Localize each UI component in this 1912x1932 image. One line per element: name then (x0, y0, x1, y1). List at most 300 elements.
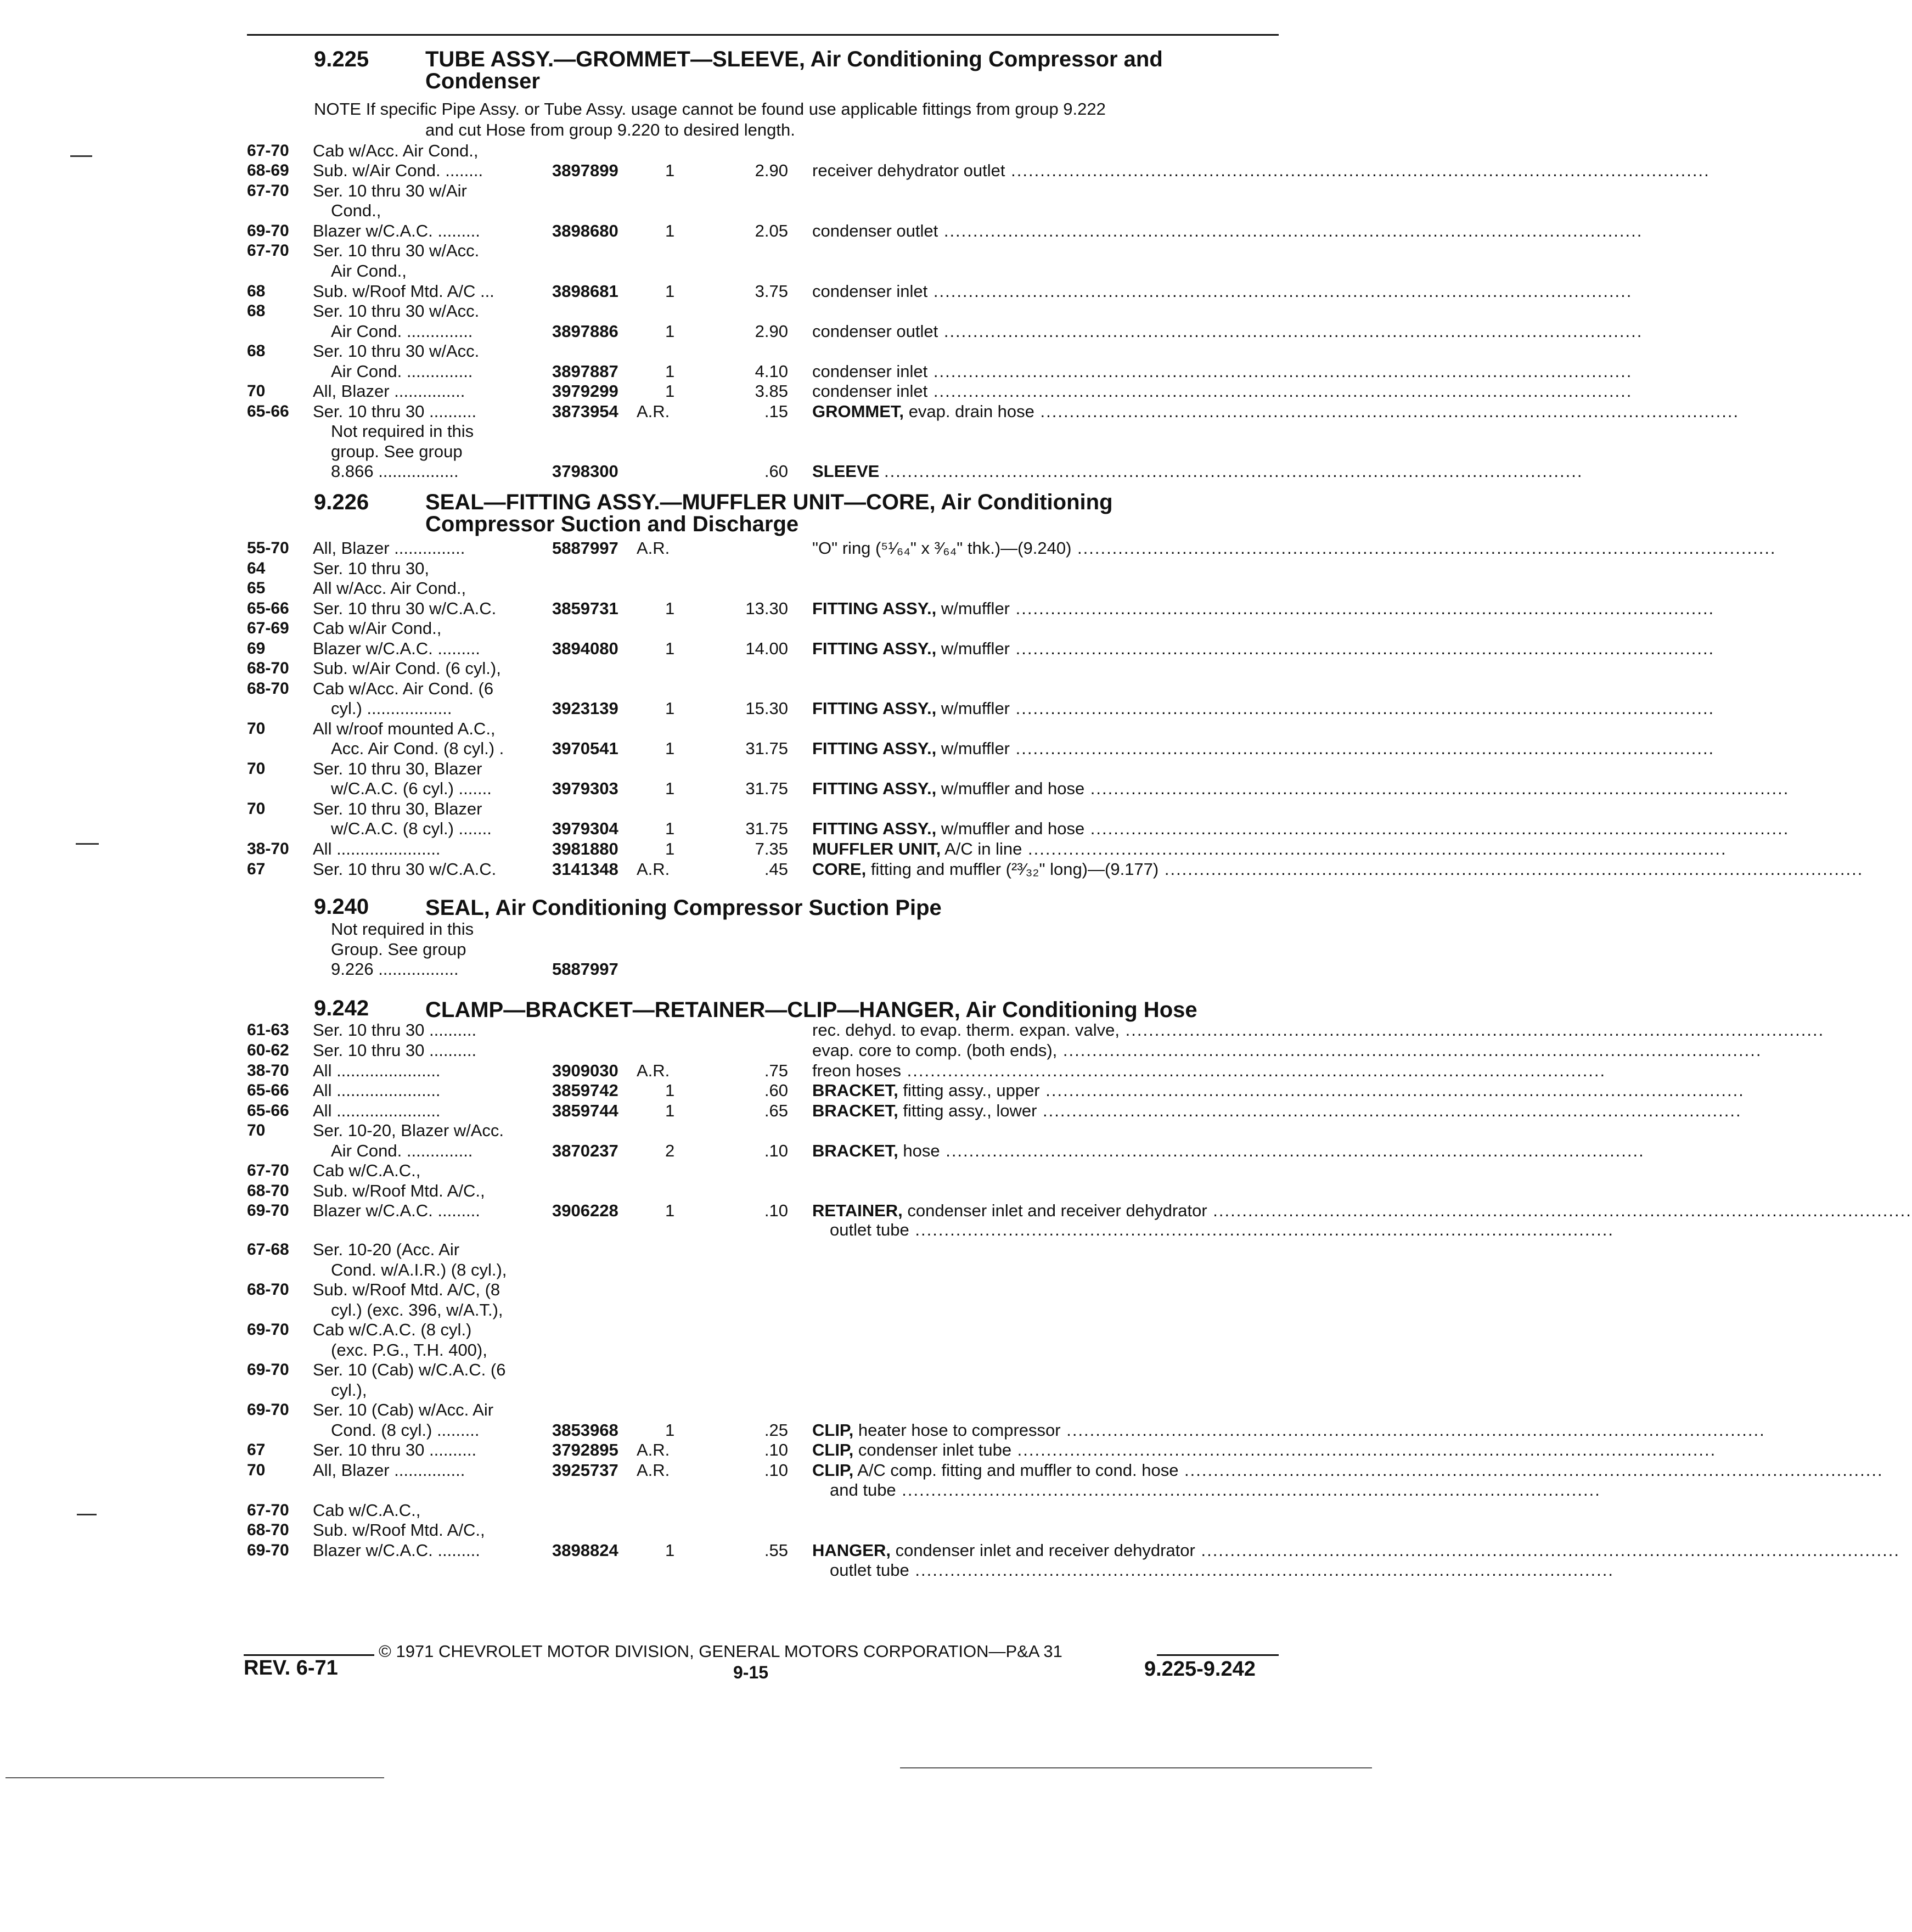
application-desc: Cab w/Acc. Air Cond. (6 (313, 679, 494, 698)
list-price: 2.05 (755, 221, 788, 240)
list-price: 13.30 (745, 599, 788, 618)
part-number: 3970541 (552, 739, 618, 758)
model-years: 67-70 (247, 142, 289, 160)
application-desc: Blazer w/C.A.C. ......... (313, 1201, 480, 1220)
part-detail: condenser inlet and receiver dehydrator (907, 1201, 1207, 1220)
bottom-rule-left (5, 1777, 384, 1778)
table-row (0, 1500, 1387, 1521)
table-row (0, 778, 1790, 799)
application-desc: 9.226 ................. (331, 959, 459, 979)
table-row (0, 558, 1387, 579)
section-number: 9.240 (314, 895, 369, 919)
quantity: 1 (665, 819, 675, 838)
part-detail: w/muffler (941, 699, 1010, 718)
part-detail: fitting assy., upper (903, 1081, 1040, 1100)
part-description (812, 598, 1715, 619)
part-number: 3923139 (552, 699, 618, 718)
application-desc: Air Cond. .............. (331, 1141, 473, 1160)
application-desc: All ...................... (313, 839, 441, 858)
table-row (0, 1480, 1601, 1501)
table-row (0, 1120, 1387, 1141)
model-years: 67-68 (247, 1240, 289, 1259)
table-row (0, 1400, 1387, 1420)
footer-rule-right (1157, 1654, 1279, 1656)
application-desc: All ...................... (313, 1101, 441, 1120)
table-row (0, 1060, 1606, 1081)
dot-leader: ........................................................................................................................ (1010, 639, 1715, 658)
part-number: 3898681 (552, 282, 618, 301)
application-desc: All w/Acc. Air Cond., (313, 579, 466, 598)
part-number: 3870237 (552, 1141, 618, 1160)
application-desc: Ser. 10 thru 30 w/Acc. (313, 341, 480, 361)
part-detail: w/muffler and hose (941, 819, 1085, 838)
table-row (0, 1040, 1762, 1061)
application-desc: Ser. 10 thru 30 .......... (313, 1020, 477, 1040)
model-years: 38-70 (247, 840, 289, 858)
table-row (0, 1340, 1387, 1361)
model-years: 70 (247, 760, 266, 778)
list-price: .60 (764, 1081, 788, 1100)
part-description (812, 778, 1790, 799)
part-description (812, 698, 1715, 719)
application-desc: Sub. w/Roof Mtd. A/C ... (313, 282, 494, 301)
part-description-cont (830, 1480, 1601, 1501)
table-row (0, 160, 1710, 181)
part-name: CLIP, (812, 1461, 854, 1480)
application-desc: Ser. 10 thru 30 w/Air (313, 181, 467, 200)
application-desc: Ser. 10 thru 30 w/C.A.C. (313, 599, 497, 618)
model-years: 67-70 (247, 1501, 289, 1519)
table-row (0, 1300, 1387, 1321)
table-row (0, 839, 1727, 860)
group-range: 9.225-9.242 (1144, 1658, 1256, 1681)
part-number: 3979303 (552, 779, 618, 798)
part-name: CORE, (812, 860, 867, 879)
application-desc: Cond. w/A.I.R.) (8 cyl.), (331, 1260, 507, 1279)
part-name: BRACKET, (812, 1081, 898, 1100)
part-description (812, 1420, 1765, 1441)
part-detail: condenser inlet (812, 282, 928, 301)
model-years: 69-70 (247, 1321, 289, 1339)
application-desc: Blazer w/C.A.C. ......... (313, 1541, 480, 1560)
dot-leader: ........................................................................................................................ (909, 1220, 1614, 1239)
model-years: 67 (247, 860, 266, 878)
application-desc: Ser. 10 thru 30 w/Acc. (313, 301, 480, 321)
dot-leader: ........................................................................................................................ (1120, 1020, 1825, 1040)
table-row (0, 1141, 1645, 1161)
table-row (0, 1380, 1387, 1401)
model-years: 60-62 (247, 1041, 289, 1059)
part-detail: heater hose to compressor (858, 1420, 1061, 1440)
application-desc: All, Blazer ............... (313, 1461, 465, 1480)
application-desc: cyl.), (331, 1380, 367, 1400)
table-row (0, 1181, 1387, 1201)
table-row (0, 441, 1387, 462)
application-desc: Air Cond. .............. (331, 322, 473, 341)
application-desc: Air Cond. .............. (331, 362, 473, 381)
part-number: 3906228 (552, 1201, 618, 1220)
quantity: 1 (665, 599, 675, 618)
list-price: 2.90 (755, 322, 788, 341)
application-desc: Ser. 10 thru 30, (313, 559, 429, 578)
table-row (0, 818, 1790, 839)
quantity: 1 (665, 161, 675, 180)
list-price: 31.75 (745, 779, 788, 798)
model-years: 69-70 (247, 222, 289, 240)
dot-leader: ........................................................................................................................ (1060, 1420, 1765, 1440)
part-name: FITTING ASSY., (812, 599, 937, 618)
application-desc: All, Blazer ............... (313, 381, 465, 401)
section-number: 9.242 (314, 996, 369, 1020)
model-years: 64 (247, 559, 266, 577)
section-title: SEAL—FITTING ASSY.—MUFFLER UNIT—CORE, Air Conditioning Compressor Suction and Discharge (425, 490, 1113, 536)
part-number: 3141348 (552, 860, 618, 879)
part-name: FITTING ASSY., (812, 699, 937, 718)
application-desc: Ser. 10 thru 30, Blazer (313, 799, 482, 818)
table-row (0, 919, 1387, 940)
part-detail: hose (903, 1141, 940, 1160)
part-detail: A/C in line (944, 839, 1022, 858)
part-description (812, 321, 1643, 342)
application-desc: cyl.) .................. (331, 699, 452, 718)
part-name: SLEEVE (812, 462, 880, 481)
application-desc: Ser. 10-20 (Acc. Air (313, 1240, 460, 1259)
table-row (0, 1440, 1717, 1461)
part-description (812, 1100, 1742, 1121)
application-desc: Cab w/C.A.C. (8 cyl.) (313, 1320, 472, 1339)
footer-rule-left (244, 1654, 374, 1656)
part-number: 3898680 (552, 221, 618, 240)
part-detail: outlet tube (830, 1220, 909, 1239)
list-price: .45 (764, 860, 788, 879)
application-desc: w/C.A.C. (6 cyl.) ....... (331, 779, 492, 798)
part-name: FITTING ASSY., (812, 819, 937, 838)
application-desc: Group. See group (331, 940, 466, 959)
part-name: BRACKET, (812, 1141, 898, 1160)
dot-leader: ........................................................................................................................ (1005, 161, 1710, 180)
quantity: 1 (665, 699, 675, 718)
table-row (0, 678, 1387, 699)
model-years: 61-63 (247, 1021, 289, 1039)
part-description (812, 1540, 1900, 1561)
top-rule (247, 34, 1279, 36)
part-name: HANGER, (812, 1541, 891, 1560)
part-detail: w/muffler (941, 599, 1010, 618)
part-number: 3909030 (552, 1061, 618, 1080)
quantity: 1 (665, 839, 675, 858)
list-price: 3.85 (755, 381, 788, 401)
part-name: RETAINER, (812, 1201, 903, 1220)
quantity: 1 (665, 362, 675, 381)
part-detail: outlet tube (830, 1560, 909, 1580)
dot-leader: ........................................................................................................................ (1022, 839, 1727, 858)
table-row (0, 799, 1387, 819)
table-row (0, 1460, 1883, 1481)
model-years: 67-70 (247, 1161, 289, 1180)
section-number: 9.226 (314, 490, 369, 514)
dot-leader: ........................................................................................................................ (1159, 860, 1864, 879)
list-price: .25 (764, 1420, 788, 1440)
table-row (0, 381, 1633, 402)
part-number: 3981880 (552, 839, 618, 858)
table-row (0, 959, 1387, 980)
quantity: 1 (665, 282, 675, 301)
table-row (0, 1279, 1387, 1300)
quantity: 1 (665, 322, 675, 341)
part-number: 3979299 (552, 381, 618, 401)
application-desc: Cab w/Acc. Air Cond., (313, 141, 479, 160)
table-row (0, 141, 1387, 161)
part-detail: receiver dehydrator outlet (812, 161, 1005, 180)
section-note: NOTE If specific Pipe Assy. or Tube Assy. usage cannot be found use applicable fittings from group 9.222 and cut Hose from group 9.220 to desired length. (314, 99, 1106, 139)
quantity: 1 (665, 1420, 675, 1440)
table-row (0, 200, 1387, 221)
model-years: 69-70 (247, 1401, 289, 1419)
part-description (812, 818, 1790, 839)
table-row (0, 240, 1387, 261)
part-name: GROMMET, (812, 402, 904, 421)
model-years: 68 (247, 302, 266, 320)
model-years: 67-69 (247, 619, 289, 637)
list-price: .55 (764, 1541, 788, 1560)
part-description (812, 1141, 1645, 1161)
application-desc: cyl.) (exc. 396, w/A.T.), (331, 1300, 503, 1319)
application-desc: (exc. P.G., T.H. 400), (331, 1340, 487, 1360)
table-row (0, 658, 1387, 679)
quantity: 1 (665, 639, 675, 658)
part-description (812, 1020, 1825, 1041)
table-row (0, 181, 1387, 201)
part-detail: condenser outlet (812, 221, 938, 240)
part-description (812, 638, 1715, 659)
quantity: 1 (665, 221, 675, 240)
list-price: 7.35 (755, 839, 788, 858)
part-number: 3897899 (552, 161, 618, 180)
part-number: 3859744 (552, 1101, 618, 1120)
list-price: .10 (764, 1141, 788, 1160)
application-desc: Cab w/C.A.C., (313, 1501, 421, 1520)
part-number: 3979304 (552, 819, 618, 838)
part-number: 3925737 (552, 1461, 618, 1480)
dot-leader: ........................................................................................................................ (909, 1560, 1614, 1580)
application-desc: Ser. 10 thru 30 .......... (313, 402, 477, 421)
quantity: 1 (665, 381, 675, 401)
table-row (0, 1100, 1742, 1121)
part-description (812, 361, 1633, 382)
part-number: 3894080 (552, 639, 618, 658)
model-years: 38-70 (247, 1062, 289, 1080)
table-row (0, 1560, 1614, 1581)
model-years: 67-70 (247, 182, 289, 200)
list-price: .65 (764, 1101, 788, 1120)
quantity: 1 (665, 739, 675, 758)
part-description (812, 221, 1643, 242)
part-detail: w/muffler (941, 639, 1010, 658)
part-description (812, 281, 1633, 302)
part-description (812, 839, 1727, 860)
part-description (812, 1060, 1606, 1081)
table-row (0, 1020, 1825, 1041)
part-detail: w/muffler (941, 739, 1010, 758)
table-row (0, 261, 1387, 282)
part-name: CLIP, (812, 1420, 854, 1440)
dot-leader: ........................................................................................................................ (1039, 1081, 1745, 1100)
table-row (0, 718, 1387, 739)
part-description-cont (830, 1560, 1614, 1581)
application-desc: Sub. w/Air Cond. (6 cyl.), (313, 659, 501, 678)
application-desc: All w/roof mounted A.C., (313, 719, 496, 738)
quantity: 2 (665, 1141, 675, 1160)
part-number: 3859742 (552, 1081, 618, 1100)
application-desc: Ser. 10 (Cab) w/C.A.C. (6 (313, 1360, 506, 1379)
quantity: A.R. (637, 1440, 670, 1459)
application-desc: Cab w/C.A.C., (313, 1161, 421, 1180)
quantity: A.R. (637, 402, 670, 421)
quantity: A.R. (637, 538, 670, 558)
model-years: 68 (247, 282, 266, 300)
dot-leader: ........................................................................................................................ (1010, 599, 1715, 618)
table-row (0, 1220, 1614, 1240)
table-row (0, 578, 1387, 599)
part-detail: condenser inlet (812, 362, 928, 381)
application-desc: Ser. 10-20, Blazer w/Acc. (313, 1121, 504, 1140)
part-description (812, 538, 1776, 559)
application-desc: Ser. 10 thru 30 .......... (313, 1440, 477, 1459)
application-desc: Acc. Air Cond. (8 cyl.) . (331, 739, 504, 758)
dot-leader: ........................................................................................................................ (938, 221, 1643, 240)
application-desc: All ...................... (313, 1061, 441, 1080)
application-desc: Blazer w/C.A.C. ......... (313, 221, 480, 240)
dot-leader: ........................................................................................................................ (927, 282, 1633, 301)
part-number: 3897887 (552, 362, 618, 381)
part-detail: A/C comp. fitting and muffler to cond. hose (857, 1461, 1179, 1480)
dot-leader: ........................................................................................................................ (938, 322, 1643, 341)
part-description (812, 381, 1633, 402)
part-number: 3897886 (552, 322, 618, 341)
model-years: 65-66 (247, 1081, 289, 1099)
section-title: CLAMP—BRACKET—RETAINER—CLIP—HANGER, Air Conditioning Hose (425, 998, 1197, 1022)
dot-leader: ........................................................................................................................ (1034, 402, 1740, 421)
part-name: MUFFLER UNIT, (812, 839, 941, 858)
application-desc: w/C.A.C. (8 cyl.) ....... (331, 819, 492, 838)
list-price: 4.10 (755, 362, 788, 381)
application-desc: Sub. w/Roof Mtd. A/C., (313, 1181, 485, 1200)
part-number: 3873954 (552, 402, 618, 421)
application-desc: Ser. 10 thru 30 .......... (313, 1041, 477, 1060)
quantity: 1 (665, 1541, 675, 1560)
table-row (0, 939, 1387, 960)
part-detail: condenser inlet and receiver dehydrator (895, 1541, 1195, 1560)
model-years: 69-70 (247, 1541, 289, 1559)
part-detail: evap. drain hose (908, 402, 1034, 421)
list-price: 3.75 (755, 282, 788, 301)
model-years: 69-70 (247, 1201, 289, 1220)
part-number: 3798300 (552, 462, 618, 481)
section-title: TUBE ASSY.—GROMMET—SLEEVE, Air Conditioning Compressor and Condenser (425, 47, 1163, 93)
dot-leader: ........................................................................................................................ (1057, 1041, 1762, 1060)
application-desc: group. See group (331, 442, 463, 461)
list-price: .60 (764, 462, 788, 481)
model-years: 65-66 (247, 599, 289, 617)
application-desc: Sub. w/Roof Mtd. A/C., (313, 1520, 485, 1540)
model-years: 55-70 (247, 539, 289, 557)
part-description (812, 1440, 1717, 1461)
application-desc: Blazer w/C.A.C. ......... (313, 639, 480, 658)
table-row (0, 598, 1715, 619)
table-row (0, 341, 1387, 362)
application-desc: Sub. w/Air Cond. ........ (313, 161, 483, 180)
list-price: .10 (764, 1461, 788, 1480)
table-row (0, 321, 1643, 342)
table-row (0, 859, 1864, 880)
table-row (0, 361, 1633, 382)
application-desc: All ...................... (313, 1081, 441, 1100)
part-description (812, 401, 1740, 422)
dot-leader: ........................................................................................................................ (1037, 1101, 1742, 1120)
part-description (812, 859, 1864, 880)
part-detail: condenser outlet (812, 322, 938, 341)
part-description (812, 738, 1715, 759)
model-years: 68-69 (247, 161, 289, 179)
list-price: 15.30 (745, 699, 788, 718)
part-number: 3898824 (552, 1541, 618, 1560)
table-row (0, 638, 1715, 659)
application-desc: Ser. 10 thru 30 w/Acc. (313, 241, 480, 260)
quantity: A.R. (637, 1461, 670, 1480)
part-number: 3859731 (552, 599, 618, 618)
part-name: FITTING ASSY., (812, 779, 937, 798)
section-number: 9.225 (314, 47, 369, 71)
table-row (0, 1319, 1387, 1340)
revision-label: REV. 6-71 (244, 1656, 338, 1680)
section-title: SEAL, Air Conditioning Compressor Suction Pipe (425, 896, 942, 920)
table-row (0, 1260, 1387, 1280)
table-row (0, 738, 1715, 759)
table-row (0, 698, 1715, 719)
table-row (0, 1200, 1912, 1221)
part-detail: and tube (830, 1480, 896, 1499)
table-row (0, 401, 1740, 422)
dot-leader: ........................................................................................................................ (1084, 819, 1790, 838)
application-desc: 8.866 ................. (331, 462, 459, 481)
table-row (0, 461, 1583, 482)
table-row (0, 1540, 1900, 1561)
model-years: 67 (247, 1441, 266, 1459)
model-years: 68 (247, 342, 266, 360)
part-detail: freon hoses (812, 1061, 901, 1080)
dot-leader: ........................................................................................................................ (1084, 779, 1790, 798)
model-years: 70 (247, 800, 266, 818)
part-detail: "O" ring (⁵¹⁄₆₄" x ³⁄₆₄" thk.)—(9.240) (812, 538, 1072, 558)
list-price: 31.75 (745, 819, 788, 838)
table-row (0, 421, 1387, 442)
quantity: 1 (665, 779, 675, 798)
quantity: A.R. (637, 860, 670, 879)
application-desc: Not required in this (331, 919, 474, 939)
part-detail: fitting and muffler (²³⁄₃₂" long)—(9.177) (870, 860, 1159, 879)
dot-leader: ........................................................................................................................ (940, 1141, 1645, 1160)
table-row (0, 759, 1387, 779)
list-price: .10 (764, 1201, 788, 1220)
model-years: 70 (247, 720, 266, 738)
list-price: .10 (764, 1440, 788, 1459)
dot-leader: ........................................................................................................................ (1207, 1201, 1912, 1220)
part-detail: condenser inlet (812, 381, 928, 401)
dot-leader: ........................................................................................................................ (927, 381, 1633, 401)
table-row (0, 538, 1776, 559)
application-desc: Ser. 10 (Cab) w/Acc. Air (313, 1400, 494, 1419)
part-name: CLIP, (812, 1440, 854, 1459)
